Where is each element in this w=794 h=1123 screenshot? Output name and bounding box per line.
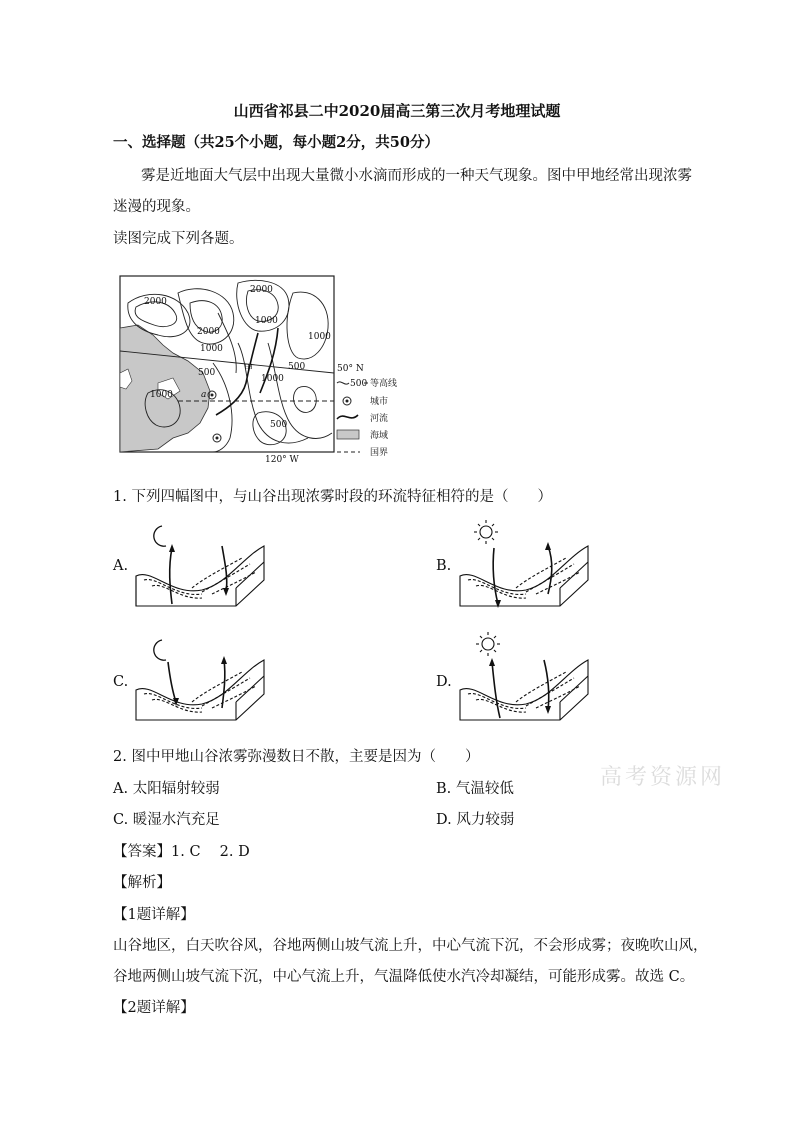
intro-line-1: 雾是近地面大气层中出现大量微小水滴而形成的一种天气现象。图中甲地经常出现浓雾 — [141, 168, 692, 184]
place-label-a: a — [201, 390, 207, 400]
contour-label: 1000 — [261, 374, 284, 384]
contour-label: 500 — [270, 420, 288, 430]
map-legend — [337, 377, 397, 458]
intro-line-3: 读图完成下列各题。 — [113, 231, 244, 247]
contour-label: 500 — [288, 362, 306, 372]
legend-contour-text: 等高线 — [370, 379, 398, 389]
sun-icon — [476, 632, 500, 656]
detail1-line-2: 谷地两侧山坡气流下沉，中心气流上升，气温降低使水汽冷却凝结，可能形成雾。故选 C。 — [113, 969, 695, 985]
legend-river-icon — [337, 415, 358, 419]
longitude-label: 120° W — [265, 455, 299, 463]
valley-diagram-b — [456, 518, 596, 613]
intro-line-2: 迷漫的现象。 — [113, 199, 200, 215]
sun-icon — [474, 520, 498, 544]
contour-label: 500 — [198, 368, 216, 378]
q1-option-label[interactable]: B. — [436, 558, 452, 574]
legend-city-icon — [343, 397, 351, 405]
legend-border-text: 国界 — [370, 448, 389, 458]
detail2-heading: 【2题详解】 — [113, 1000, 195, 1016]
page-title: 山西省祁县二中2020届高三第三次月考地理试题 — [233, 102, 561, 120]
topographic-map — [118, 273, 418, 463]
q1-option-label[interactable]: C. — [113, 674, 129, 690]
latitude-label: 50° N — [337, 364, 364, 374]
q1-option-label[interactable]: D. — [436, 674, 452, 690]
contour-label: 2000 — [250, 285, 273, 295]
watermark: 高考资源网 — [600, 765, 726, 790]
airflow-arrow — [493, 548, 498, 604]
detail1-line-1: 山谷地区，白天吹谷风，谷地两侧山坡气流上升，中心气流下沉，不会形成雾；夜晚吹山风， — [113, 938, 708, 954]
q2-option-b[interactable]: B. 气温较低 — [436, 781, 514, 797]
contour-label: 2000 — [144, 297, 167, 307]
answer-line: 【答案】1. C 2. D — [113, 844, 250, 860]
place-label-jia: 甲 — [244, 364, 254, 374]
legend-contour-sample: 500 — [350, 379, 368, 389]
question2-stem: 2. 图中甲地山谷浓雾弥漫数日不散，主要是因为（ ） — [113, 749, 480, 765]
contour-label: 1000 — [200, 344, 223, 354]
contour-label: 1000 — [255, 316, 278, 326]
q2-option-a[interactable]: A. 太阳辐射较弱 — [113, 781, 220, 797]
valley-diagram-c — [132, 632, 272, 727]
moon-icon — [154, 526, 166, 546]
contour-label: 2000 — [197, 327, 220, 337]
legend-sea-swatch — [337, 430, 359, 439]
airflow-arrow — [492, 662, 500, 718]
q1-option-label[interactable]: A. — [113, 558, 129, 574]
valley-diagram-a — [132, 518, 272, 613]
airflow-arrow — [168, 662, 176, 702]
valley-diagram-d — [456, 632, 596, 727]
airflow-arrow — [170, 548, 172, 604]
legend-sea-text: 海域 — [370, 431, 389, 441]
contour-label: 1000 — [150, 390, 173, 400]
contour-label: 1000 — [308, 332, 331, 342]
q2-option-c[interactable]: C. 暖湿水汽充足 — [113, 812, 220, 828]
airflow-arrow — [222, 660, 225, 708]
detail1-heading: 【1题详解】 — [113, 907, 195, 923]
legend-city-text: 城市 — [370, 397, 389, 407]
q2-option-d[interactable]: D. 风力较弱 — [436, 812, 515, 828]
analysis-heading: 【解析】 — [113, 875, 171, 891]
question1-stem: 1. 下列四幅图中，与山谷出现浓雾时段的环流特征相符的是（ ） — [113, 489, 552, 505]
legend-river-text: 河流 — [370, 414, 389, 424]
section-heading: 一、选择题（共25个小题，每小题2分，共50分） — [113, 134, 439, 151]
city-icon — [213, 434, 221, 442]
moon-icon — [154, 640, 166, 660]
